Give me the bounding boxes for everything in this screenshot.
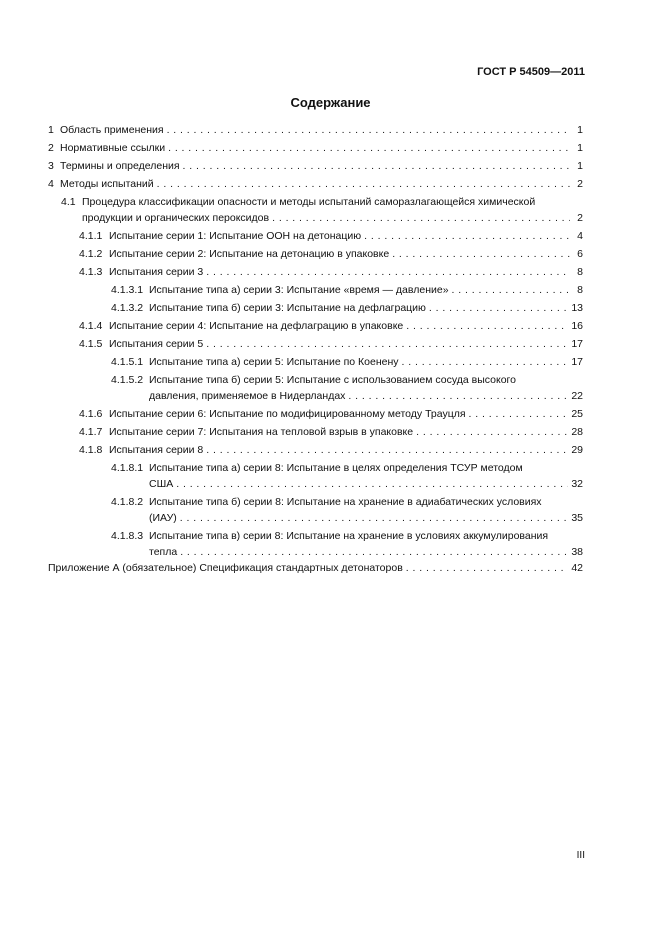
toc-entry-page: 22 [571,390,583,402]
document-code: ГОСТ Р 54509—2011 [477,66,585,78]
toc-leader-dots [402,353,569,371]
toc-leader-dots [364,227,570,245]
toc-entry-page: 4 [577,230,583,242]
toc-entry-title-continued: тепла [149,546,178,558]
toc-entry-title-continued: продукции и органических пероксидов [82,212,270,224]
toc-entry-title: Испытание серии 1: Испытание ООН на детонацию [109,230,362,242]
toc-entry-title-continued: давления, применяемое в Нидерландах [149,390,346,402]
toc-leader-dots [272,209,570,227]
toc-entry-title-continued: США [149,478,174,490]
toc-entry-number: 4.1.5.2 [111,374,144,386]
toc-entry-title: Испытание типа б) серии 3: Испытание на дефлаграцию [149,302,426,314]
toc-entry-number: 1 [48,124,54,136]
toc-entry-number: 4.1.1 [79,230,103,242]
toc-entry-number: 4.1.8 [79,444,103,456]
toc-entry-number: 4.1.8.1 [111,462,144,474]
toc-leader-dots [452,281,570,299]
toc-leader-dots [206,263,570,281]
toc-entry-title: Испытание типа а) серии 8: Испытание в целях определения ТСУР методом [149,462,523,474]
toc-entry-number: 4.1.6 [79,408,103,420]
toc-leader-dots [429,299,568,317]
toc-title: Содержание [290,95,371,110]
toc-leader-dots [206,441,568,459]
toc-entry-page: 28 [571,426,583,438]
toc-entry-title: Нормативные ссылки [60,142,166,154]
toc-entry-number: 4.1.4 [79,320,103,332]
toc-entry-number: 4.1 [61,196,76,208]
toc-entry-number: 4.1.8.3 [111,530,144,542]
toc-entry-title: Приложение А (обязательное) Спецификация стандартных детонаторов [48,562,403,574]
toc-entry-title: Процедура классификации опасности и методы испытаний саморазлагающейся химической [82,196,536,208]
toc-entry-page: 1 [577,124,583,136]
toc-entry-title: Испытание серии 6: Испытание по модифицированному методу Трауцля [109,408,466,420]
toc-entry-number: 4.1.8.2 [111,496,144,508]
toc-entry-number: 4.1.2 [79,248,103,260]
toc-leader-dots [206,335,568,353]
toc-entry-number: 3 [48,160,54,172]
toc-entry-page: 29 [571,444,583,456]
toc-entry-number: 4.1.5.1 [111,356,144,368]
toc-leader-dots [180,509,569,527]
toc-entry-title: Испытание серии 2: Испытание на детонацию в упаковке [109,248,390,260]
toc-leader-dots [392,245,570,263]
toc-entry-page: 1 [577,142,583,154]
toc-leader-dots [416,423,568,441]
toc-entry-page: 35 [571,512,583,524]
toc-leader-dots [168,139,570,157]
toc-entry-title: Область применения [60,124,164,136]
toc-entry-number: 4.1.7 [79,426,103,438]
toc-entry-title: Испытание серии 7: Испытания на тепловой взрыв в упаковке [109,426,414,438]
toc-entry-number: 2 [48,142,54,154]
toc-entry-page: 8 [577,266,583,278]
toc-entry-number: 4.1.3.2 [111,302,144,314]
toc-leader-dots [469,405,569,423]
toc-entry-title: Испытания серии 3 [109,266,204,278]
toc-entry-page: 6 [577,248,583,260]
toc-entry-page: 17 [571,356,583,368]
toc-entry-number: 4.1.3 [79,266,103,278]
toc-entry-title: Испытания серии 8 [109,444,204,456]
toc-entry-title: Испытание типа в) серии 8: Испытание на хранение в условиях аккумулирования [149,530,549,542]
toc-entry-page: 2 [577,178,583,190]
toc-leader-dots [406,559,569,577]
toc-entry-number: 4 [48,178,54,190]
toc-leader-dots [348,387,568,405]
toc-entry-number: 4.1.5 [79,338,103,350]
toc-leader-dots [167,121,570,139]
toc-entry-page: 32 [571,478,583,490]
toc-entry-page: 1 [577,160,583,172]
toc-entry-title: Термины и определения [60,160,180,172]
toc-leader-dots [406,317,568,335]
toc-entry-page: 25 [571,408,583,420]
toc-entry-title: Испытание типа б) серии 5: Испытание с использованием сосуда высокого [149,374,516,386]
toc-entry-title: Методы испытаний [60,178,154,190]
toc-entry-page: 42 [571,562,583,574]
toc-entry-number: 4.1.3.1 [111,284,144,296]
toc-entry-title-continued: (ИАУ) [149,512,177,524]
toc-entry-title: Испытание типа а) серии 3: Испытание «время — давление» [149,284,449,296]
toc-leader-dots [157,175,570,193]
toc-entry-page: 2 [577,212,583,224]
page-number: III [576,850,585,861]
toc-entry-page: 8 [577,284,583,296]
toc-entry-page: 38 [571,546,583,558]
toc-entry-page: 17 [571,338,583,350]
toc-leader-dots [176,475,568,493]
toc-entry-title: Испытания серии 5 [109,338,204,350]
toc-entry-page: 16 [571,320,583,332]
toc-entry-page: 13 [571,302,583,314]
toc-entry-title: Испытание серии 4: Испытание на дефлаграцию в упаковке [109,320,404,332]
toc-entry-title: Испытание типа а) серии 5: Испытание по Коенену [149,356,399,368]
toc-leader-dots [183,157,570,175]
toc-entry-title: Испытание типа б) серии 8: Испытание на хранение в адиабатических условиях [149,496,542,508]
